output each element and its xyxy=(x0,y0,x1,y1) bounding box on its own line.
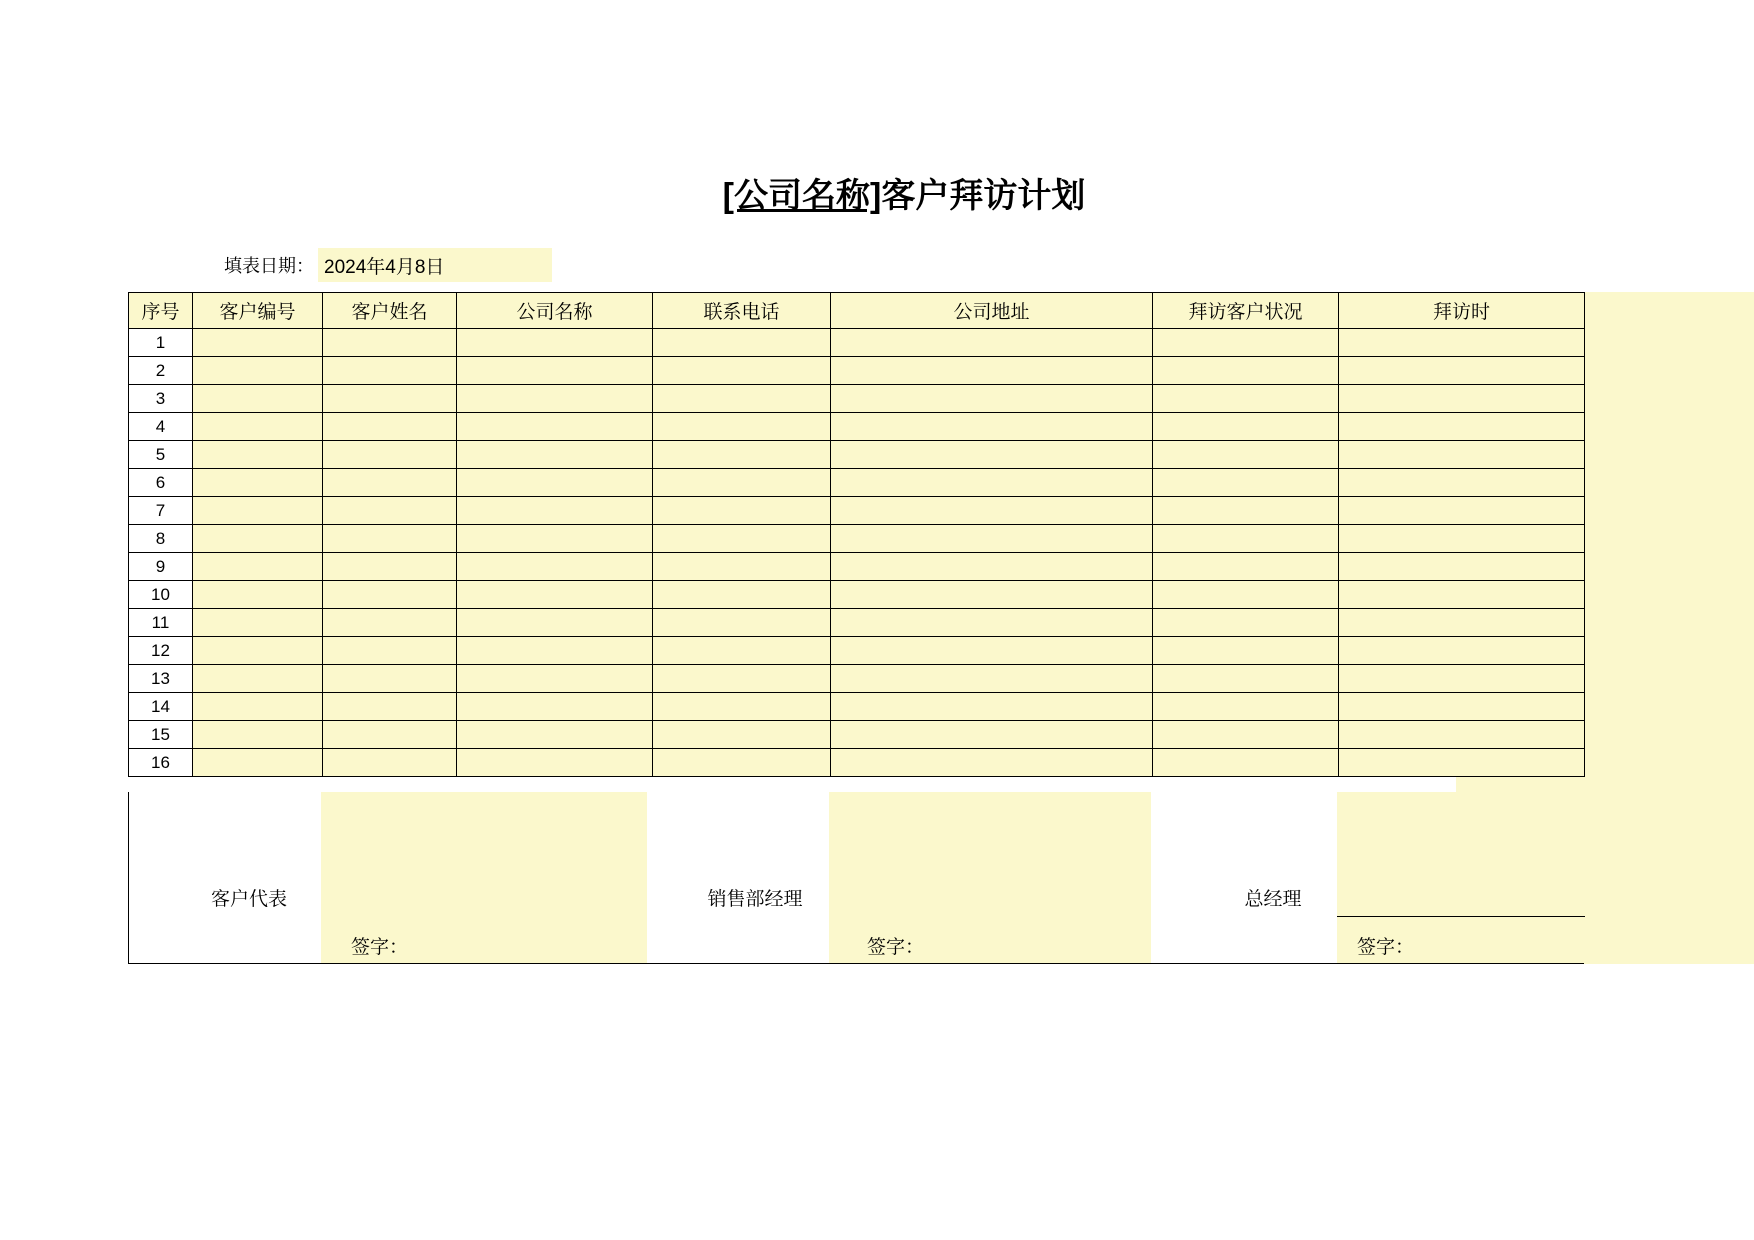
cell-company-address[interactable] xyxy=(831,553,1153,581)
cell-company-name[interactable] xyxy=(457,525,653,553)
cell-visit-status[interactable] xyxy=(1153,637,1339,665)
cell-customer-id[interactable] xyxy=(193,525,323,553)
cell-visit-status[interactable] xyxy=(1153,525,1339,553)
column-header-visit-time: 拜访时 xyxy=(1339,293,1585,329)
cell-visit-status[interactable] xyxy=(1153,693,1339,721)
cell-visit-time[interactable] xyxy=(1339,749,1585,777)
cell-visit-status[interactable] xyxy=(1153,469,1339,497)
cell-customer-name[interactable] xyxy=(323,357,457,385)
cell-phone[interactable] xyxy=(653,385,831,413)
signature-section xyxy=(128,792,1584,964)
cell-company-address[interactable] xyxy=(831,329,1153,357)
cell-visit-time[interactable] xyxy=(1339,721,1585,749)
cell-phone[interactable] xyxy=(653,609,831,637)
cell-phone[interactable] xyxy=(653,497,831,525)
table-header-row xyxy=(129,293,1585,329)
cell-visit-time[interactable] xyxy=(1339,581,1585,609)
table-body xyxy=(129,329,1585,777)
column-header-company-name: 公司名称 xyxy=(457,293,653,329)
row-index-cell: 15 xyxy=(129,721,193,749)
cell-company-address[interactable] xyxy=(831,413,1153,441)
cell-customer-name[interactable] xyxy=(323,637,457,665)
table-row xyxy=(129,497,1585,525)
table-row xyxy=(129,581,1585,609)
cell-company-address[interactable] xyxy=(831,693,1153,721)
table-row xyxy=(129,525,1585,553)
cell-customer-id[interactable] xyxy=(193,497,323,525)
cell-visit-time[interactable] xyxy=(1339,385,1585,413)
row-index-cell: 11 xyxy=(129,609,193,637)
cell-phone[interactable] xyxy=(653,357,831,385)
cell-company-address[interactable] xyxy=(831,385,1153,413)
cell-company-address[interactable] xyxy=(831,721,1153,749)
cell-phone[interactable] xyxy=(653,413,831,441)
cell-phone[interactable] xyxy=(653,665,831,693)
cell-visit-status[interactable] xyxy=(1153,413,1339,441)
signature-label-customer: 签字： xyxy=(351,937,409,958)
column-header-visit-status: 拜访客户状况 xyxy=(1153,293,1339,329)
cell-visit-status[interactable] xyxy=(1153,357,1339,385)
table-row xyxy=(129,721,1585,749)
cell-customer-name[interactable] xyxy=(323,329,457,357)
cell-visit-status[interactable] xyxy=(1153,553,1339,581)
cell-customer-id[interactable] xyxy=(193,413,323,441)
cell-visit-time[interactable] xyxy=(1339,357,1585,385)
cell-company-address[interactable] xyxy=(831,609,1153,637)
column-header-index: 序号 xyxy=(129,293,193,329)
cell-company-name[interactable] xyxy=(457,749,653,777)
table-row xyxy=(129,637,1585,665)
row-index-cell: 10 xyxy=(129,581,193,609)
cell-visit-status[interactable] xyxy=(1153,385,1339,413)
page-title-text: 客户拜访计划 xyxy=(881,177,1086,215)
cell-phone[interactable] xyxy=(653,329,831,357)
table-row xyxy=(129,413,1585,441)
table-row xyxy=(129,385,1585,413)
cell-company-address[interactable] xyxy=(831,581,1153,609)
cell-customer-id[interactable] xyxy=(193,385,323,413)
cell-customer-name[interactable] xyxy=(323,525,457,553)
row-index-cell: 5 xyxy=(129,441,193,469)
cell-visit-time[interactable] xyxy=(1339,329,1585,357)
cell-customer-name[interactable] xyxy=(323,665,457,693)
cell-customer-name[interactable] xyxy=(323,721,457,749)
cell-visit-time[interactable] xyxy=(1339,441,1585,469)
row-index-cell: 16 xyxy=(129,749,193,777)
table-row xyxy=(129,609,1585,637)
table-row xyxy=(129,693,1585,721)
cell-visit-time[interactable] xyxy=(1339,497,1585,525)
cell-company-name[interactable] xyxy=(457,329,653,357)
cell-phone[interactable] xyxy=(653,637,831,665)
column-header-customer-name: 客户姓名 xyxy=(323,293,457,329)
row-index-cell: 4 xyxy=(129,413,193,441)
cell-company-name[interactable] xyxy=(457,609,653,637)
cell-company-name[interactable] xyxy=(457,693,653,721)
cell-customer-name[interactable] xyxy=(323,385,457,413)
cell-visit-status[interactable] xyxy=(1153,665,1339,693)
cell-company-address[interactable] xyxy=(831,441,1153,469)
visit-plan-table xyxy=(128,292,1585,777)
cell-visit-time[interactable] xyxy=(1339,525,1585,553)
cell-phone[interactable] xyxy=(653,525,831,553)
cell-company-name[interactable] xyxy=(457,385,653,413)
cell-customer-id[interactable] xyxy=(193,581,323,609)
cell-customer-id[interactable] xyxy=(193,469,323,497)
cell-customer-name[interactable] xyxy=(323,693,457,721)
table-row xyxy=(129,553,1585,581)
row-index-cell: 13 xyxy=(129,665,193,693)
signature-role-customer: 客户代表 xyxy=(210,889,287,910)
cell-phone[interactable] xyxy=(653,553,831,581)
column-header-company-address: 公司地址 xyxy=(831,293,1153,329)
cell-phone[interactable] xyxy=(653,469,831,497)
page-title xyxy=(128,168,1754,217)
row-index-cell: 7 xyxy=(129,497,193,525)
cell-customer-name[interactable] xyxy=(323,553,457,581)
cell-visit-time[interactable] xyxy=(1339,637,1585,665)
cell-customer-name[interactable] xyxy=(323,581,457,609)
signature-role-sales-manager: 销售部经理 xyxy=(707,889,803,910)
cell-customer-name[interactable] xyxy=(323,749,457,777)
cell-company-address[interactable] xyxy=(831,637,1153,665)
table-row xyxy=(129,749,1585,777)
cell-company-address[interactable] xyxy=(831,749,1153,777)
row-index-cell: 12 xyxy=(129,637,193,665)
cell-visit-status[interactable] xyxy=(1153,441,1339,469)
cell-visit-status[interactable] xyxy=(1153,721,1339,749)
signature-divider xyxy=(1337,916,1585,917)
cell-company-name[interactable] xyxy=(457,413,653,441)
row-index-cell: 9 xyxy=(129,553,193,581)
cell-company-address[interactable] xyxy=(831,357,1153,385)
form-date-value[interactable]: 2024年4月8日 xyxy=(318,248,552,282)
cell-customer-id[interactable] xyxy=(193,665,323,693)
cell-company-address[interactable] xyxy=(831,469,1153,497)
row-index-cell: 6 xyxy=(129,469,193,497)
cell-visit-status[interactable] xyxy=(1153,329,1339,357)
cell-visit-time[interactable] xyxy=(1339,553,1585,581)
cell-company-address[interactable] xyxy=(831,665,1153,693)
cell-company-name[interactable] xyxy=(457,357,653,385)
cell-company-name[interactable] xyxy=(457,581,653,609)
column-header-customer-id: 客户编号 xyxy=(193,293,323,329)
cell-company-name[interactable] xyxy=(457,553,653,581)
cell-visit-status[interactable] xyxy=(1153,581,1339,609)
cell-customer-id[interactable] xyxy=(193,329,323,357)
cell-customer-name[interactable] xyxy=(323,497,457,525)
cell-company-name[interactable] xyxy=(457,469,653,497)
cell-phone[interactable] xyxy=(653,581,831,609)
cell-company-address[interactable] xyxy=(831,497,1153,525)
page-title-company-placeholder: [公司名称] xyxy=(722,177,882,215)
cell-customer-id[interactable] xyxy=(193,721,323,749)
table-row xyxy=(129,665,1585,693)
cell-company-address[interactable] xyxy=(831,525,1153,553)
signature-label-sales-manager: 签字： xyxy=(867,937,925,958)
cell-visit-time[interactable] xyxy=(1339,665,1585,693)
cell-customer-name[interactable] xyxy=(323,469,457,497)
table-row xyxy=(129,357,1585,385)
cell-company-name[interactable] xyxy=(457,441,653,469)
row-index-cell: 8 xyxy=(129,525,193,553)
cell-customer-id[interactable] xyxy=(193,749,323,777)
cell-visit-status[interactable] xyxy=(1153,609,1339,637)
table-row xyxy=(129,329,1585,357)
cell-customer-id[interactable] xyxy=(193,553,323,581)
cell-visit-time[interactable] xyxy=(1339,469,1585,497)
row-index-cell: 1 xyxy=(129,329,193,357)
table-row xyxy=(129,441,1585,469)
cell-visit-status[interactable] xyxy=(1153,497,1339,525)
cell-customer-id[interactable] xyxy=(193,637,323,665)
cell-company-name[interactable] xyxy=(457,665,653,693)
cell-phone[interactable] xyxy=(653,749,831,777)
table-row xyxy=(129,469,1585,497)
column-header-phone: 联系电话 xyxy=(653,293,831,329)
cell-visit-time[interactable] xyxy=(1339,609,1585,637)
cell-visit-time[interactable] xyxy=(1339,413,1585,441)
cell-company-name[interactable] xyxy=(457,721,653,749)
cell-customer-id[interactable] xyxy=(193,357,323,385)
form-date-label: 填表日期： xyxy=(224,256,314,276)
cell-customer-id[interactable] xyxy=(193,441,323,469)
cell-visit-status[interactable] xyxy=(1153,749,1339,777)
cell-phone[interactable] xyxy=(653,693,831,721)
signature-label-general-manager: 签字： xyxy=(1357,937,1415,958)
cell-phone[interactable] xyxy=(653,441,831,469)
row-index-cell: 14 xyxy=(129,693,193,721)
cell-customer-name[interactable] xyxy=(323,609,457,637)
cell-phone[interactable] xyxy=(653,721,831,749)
row-index-cell: 2 xyxy=(129,357,193,385)
form-date-row xyxy=(128,248,552,282)
signature-role-general-manager: 总经理 xyxy=(1244,889,1302,910)
cell-customer-id[interactable] xyxy=(193,609,323,637)
cell-visit-time[interactable] xyxy=(1339,693,1585,721)
cell-customer-name[interactable] xyxy=(323,441,457,469)
cell-company-name[interactable] xyxy=(457,637,653,665)
cell-company-name[interactable] xyxy=(457,497,653,525)
cell-customer-id[interactable] xyxy=(193,693,323,721)
cell-customer-name[interactable] xyxy=(323,413,457,441)
row-index-cell: 3 xyxy=(129,385,193,413)
